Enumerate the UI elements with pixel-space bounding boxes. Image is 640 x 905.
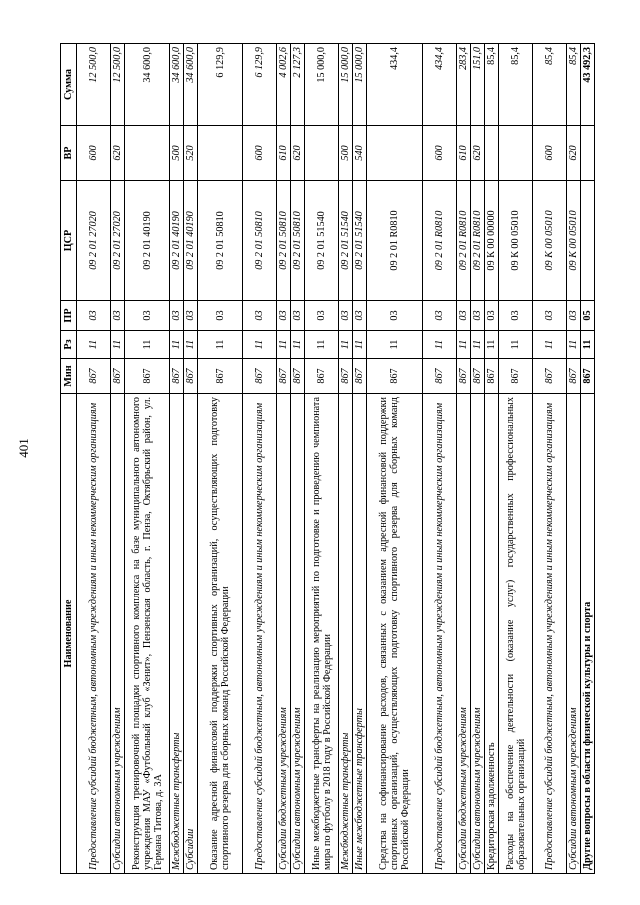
cell-vr: 600 bbox=[243, 126, 277, 181]
cell-csr bbox=[581, 181, 595, 301]
cell-min: 867 bbox=[339, 359, 353, 394]
cell-pr: 03 bbox=[125, 301, 170, 331]
cell-rz: 11 bbox=[277, 331, 291, 359]
cell-csr: 09 К 00 00000 bbox=[485, 181, 499, 301]
cell-sum: 85,4 bbox=[567, 44, 581, 126]
table-row bbox=[291, 44, 305, 874]
cell-sum: 34 600,0 bbox=[184, 44, 198, 126]
cell-csr: 09 К 00 05010 bbox=[499, 181, 533, 301]
cell-rz: 11 bbox=[471, 331, 485, 359]
cell-name: Субсидии автономным учреждениям bbox=[567, 394, 581, 874]
cell-name: Реконструкция тренировочной площадки спортивного комплекса на базе муниципального автономного учреждения МАУ «Футбольный клуб «Зенит», Пензенская область, г. Пенза, Октябрьский район, ул. Германа Титова, д. 3А bbox=[125, 394, 170, 874]
cell-rz: 11 bbox=[170, 331, 184, 359]
table-row bbox=[367, 44, 423, 874]
cell-name: Субсидии автономным учреждениям bbox=[111, 394, 125, 874]
cell-min: 867 bbox=[471, 359, 485, 394]
cell-name: Оказание адресной финансовой поддержки спортивных организаций, осуществляющих подготовку спортивного резерва для сборных команд Российской Федерации bbox=[198, 394, 243, 874]
cell-vr: 540 bbox=[353, 126, 367, 181]
cell-name: Предоставление субсидий бюджетным, автономным учреждениям и иным некоммерческим организациям bbox=[77, 394, 111, 874]
cell-csr: 09 2 01 40190 bbox=[170, 181, 184, 301]
cell-csr: 09 К 00 05010 bbox=[533, 181, 567, 301]
cell-min: 867 bbox=[499, 359, 533, 394]
cell-vr: 620 bbox=[291, 126, 305, 181]
cell-sum: 151,0 bbox=[471, 44, 485, 126]
cell-pr: 03 bbox=[198, 301, 243, 331]
table-row bbox=[353, 44, 367, 874]
cell-csr: 09 2 01 R0810 bbox=[367, 181, 423, 301]
cell-sum: 85,4 bbox=[533, 44, 567, 126]
cell-csr: 09 2 01 R0810 bbox=[457, 181, 471, 301]
cell-vr bbox=[581, 126, 595, 181]
table-row bbox=[471, 44, 485, 874]
cell-name: Иные межбюджетные трансферты на реализацию мероприятий по подготовке и проведению чемпионата мира по футболу в 2018 году в Российской Федерации bbox=[305, 394, 339, 874]
cell-sum: 12 500,0 bbox=[111, 44, 125, 126]
cell-rz: 11 bbox=[533, 331, 567, 359]
cell-rz: 11 bbox=[291, 331, 305, 359]
cell-min: 867 bbox=[353, 359, 367, 394]
cell-vr bbox=[198, 126, 243, 181]
cell-csr: 09 2 01 51540 bbox=[305, 181, 339, 301]
cell-name: Средства на софинансирование расходов, связанных с оказанием адресной финансовой поддержки спортивных организаций, осуществляющих подготовку спортивного резерва для сборных команд Российской Федерации bbox=[367, 394, 423, 874]
cell-name: Субсидии бюджетным учреждениям bbox=[277, 394, 291, 874]
table-row bbox=[567, 44, 581, 874]
cell-vr: 620 bbox=[567, 126, 581, 181]
cell-rz: 11 bbox=[567, 331, 581, 359]
table-row bbox=[423, 44, 457, 874]
cell-sum: 15 000,0 bbox=[339, 44, 353, 126]
cell-sum: 434,4 bbox=[423, 44, 457, 126]
cell-vr: 600 bbox=[423, 126, 457, 181]
cell-sum: 15 000,0 bbox=[353, 44, 367, 126]
cell-min: 867 bbox=[291, 359, 305, 394]
cell-pr: 03 bbox=[277, 301, 291, 331]
header-sum: Сумма bbox=[61, 44, 77, 126]
cell-vr bbox=[367, 126, 423, 181]
cell-min: 867 bbox=[111, 359, 125, 394]
cell-rz: 11 bbox=[125, 331, 170, 359]
cell-rz: 11 bbox=[367, 331, 423, 359]
cell-rz: 11 bbox=[305, 331, 339, 359]
cell-csr: 09 2 01 R0810 bbox=[423, 181, 457, 301]
cell-min: 867 bbox=[305, 359, 339, 394]
cell-pr: 05 bbox=[581, 301, 595, 331]
header-vr: ВР bbox=[61, 126, 77, 181]
cell-rz: 11 bbox=[457, 331, 471, 359]
cell-min: 867 bbox=[533, 359, 567, 394]
cell-vr bbox=[305, 126, 339, 181]
cell-vr: 500 bbox=[170, 126, 184, 181]
cell-vr bbox=[499, 126, 533, 181]
cell-min: 867 bbox=[457, 359, 471, 394]
cell-sum: 43 492,3 bbox=[581, 44, 595, 126]
table-row bbox=[581, 44, 595, 874]
cell-name: Расходы на обеспечение деятельности (оказание услуг) государственных профессиональных образовательных организаций bbox=[499, 394, 533, 874]
cell-pr: 03 bbox=[291, 301, 305, 331]
cell-sum: 6 129,9 bbox=[243, 44, 277, 126]
cell-vr bbox=[485, 126, 499, 181]
budget-table bbox=[60, 43, 595, 874]
cell-sum: 34 600,0 bbox=[170, 44, 184, 126]
table-row bbox=[339, 44, 353, 874]
cell-name: Предоставление субсидий бюджетным, автономным учреждениям и иным некоммерческим организациям bbox=[423, 394, 457, 874]
cell-sum: 283,4 bbox=[457, 44, 471, 126]
cell-pr: 03 bbox=[170, 301, 184, 331]
header-rz: Рз bbox=[61, 331, 77, 359]
table-row bbox=[243, 44, 277, 874]
cell-csr: 09 2 01 50810 bbox=[277, 181, 291, 301]
cell-pr: 03 bbox=[499, 301, 533, 331]
cell-rz: 11 bbox=[485, 331, 499, 359]
cell-sum: 85,4 bbox=[499, 44, 533, 126]
cell-vr: 520 bbox=[184, 126, 198, 181]
cell-min: 867 bbox=[243, 359, 277, 394]
cell-csr: 09 2 01 R0810 bbox=[471, 181, 485, 301]
cell-rz: 11 bbox=[77, 331, 111, 359]
table-row bbox=[125, 44, 170, 874]
cell-rz: 11 bbox=[423, 331, 457, 359]
table-row bbox=[198, 44, 243, 874]
cell-pr: 03 bbox=[184, 301, 198, 331]
cell-pr: 03 bbox=[457, 301, 471, 331]
cell-min: 867 bbox=[77, 359, 111, 394]
cell-name: Субсидии автономным учреждениям bbox=[291, 394, 305, 874]
cell-csr: 09 2 01 51540 bbox=[353, 181, 367, 301]
cell-rz: 11 bbox=[353, 331, 367, 359]
cell-pr: 03 bbox=[367, 301, 423, 331]
cell-min: 867 bbox=[567, 359, 581, 394]
cell-csr: 09 2 01 50810 bbox=[291, 181, 305, 301]
rotated-page-content bbox=[60, 44, 602, 874]
cell-pr: 03 bbox=[339, 301, 353, 331]
cell-pr: 03 bbox=[77, 301, 111, 331]
table-row bbox=[485, 44, 499, 874]
cell-vr: 620 bbox=[111, 126, 125, 181]
cell-pr: 03 bbox=[471, 301, 485, 331]
cell-min: 867 bbox=[277, 359, 291, 394]
cell-rz: 11 bbox=[499, 331, 533, 359]
cell-vr: 600 bbox=[77, 126, 111, 181]
cell-csr: 09 2 01 50810 bbox=[243, 181, 277, 301]
cell-vr bbox=[125, 126, 170, 181]
cell-sum: 85,4 bbox=[485, 44, 499, 126]
cell-pr: 03 bbox=[243, 301, 277, 331]
cell-csr: 09 2 01 40190 bbox=[125, 181, 170, 301]
cell-pr: 03 bbox=[305, 301, 339, 331]
cell-name: Другие вопросы в области физической культуры и спорта bbox=[581, 394, 595, 874]
cell-vr: 600 bbox=[533, 126, 567, 181]
cell-min: 867 bbox=[485, 359, 499, 394]
cell-sum: 15 000,0 bbox=[305, 44, 339, 126]
cell-sum: 6 129,9 bbox=[198, 44, 243, 126]
cell-vr: 500 bbox=[339, 126, 353, 181]
table-header-row bbox=[61, 44, 77, 874]
table-row bbox=[305, 44, 339, 874]
header-pr: ПР bbox=[61, 301, 77, 331]
cell-name: Субсидии автономным учреждениям bbox=[471, 394, 485, 874]
cell-pr: 03 bbox=[567, 301, 581, 331]
cell-pr: 03 bbox=[111, 301, 125, 331]
cell-sum: 2 127,3 bbox=[291, 44, 305, 126]
cell-name: Субсидии bbox=[184, 394, 198, 874]
cell-vr: 610 bbox=[457, 126, 471, 181]
cell-pr: 03 bbox=[485, 301, 499, 331]
cell-min: 867 bbox=[184, 359, 198, 394]
cell-name: Предоставление субсидий бюджетным, автономным учреждениям и иным некоммерческим организациям bbox=[533, 394, 567, 874]
cell-pr: 03 bbox=[353, 301, 367, 331]
cell-min: 867 bbox=[198, 359, 243, 394]
cell-pr: 03 bbox=[423, 301, 457, 331]
cell-vr: 620 bbox=[471, 126, 485, 181]
cell-sum: 4 002,6 bbox=[277, 44, 291, 126]
cell-name: Межбюджетные трансферты bbox=[339, 394, 353, 874]
cell-min: 867 bbox=[367, 359, 423, 394]
table-row bbox=[170, 44, 184, 874]
header-min: Мин bbox=[61, 359, 77, 394]
cell-csr: 09 2 01 50810 bbox=[198, 181, 243, 301]
cell-name: Кредиторская задолженность bbox=[485, 394, 499, 874]
table-row bbox=[533, 44, 567, 874]
cell-rz: 11 bbox=[581, 331, 595, 359]
cell-csr: 09 К 00 05010 bbox=[567, 181, 581, 301]
cell-min: 867 bbox=[125, 359, 170, 394]
cell-csr: 09 2 01 51540 bbox=[339, 181, 353, 301]
cell-min: 867 bbox=[423, 359, 457, 394]
table-row bbox=[457, 44, 471, 874]
cell-sum: 34 600,0 bbox=[125, 44, 170, 126]
table-row bbox=[499, 44, 533, 874]
page-number: 401 bbox=[16, 438, 31, 458]
table-row bbox=[277, 44, 291, 874]
cell-csr: 09 2 01 27020 bbox=[77, 181, 111, 301]
table-row bbox=[184, 44, 198, 874]
cell-rz: 11 bbox=[111, 331, 125, 359]
cell-rz: 11 bbox=[184, 331, 198, 359]
cell-rz: 11 bbox=[243, 331, 277, 359]
cell-name: Предоставление субсидий бюджетным, автономным учреждениям и иным некоммерческим организациям bbox=[243, 394, 277, 874]
header-csr: ЦСР bbox=[61, 181, 77, 301]
cell-min: 867 bbox=[170, 359, 184, 394]
cell-sum: 12 500,0 bbox=[77, 44, 111, 126]
cell-csr: 09 2 01 27020 bbox=[111, 181, 125, 301]
cell-csr: 09 2 01 40190 bbox=[184, 181, 198, 301]
header-name: Наименование bbox=[61, 394, 77, 874]
cell-pr: 03 bbox=[533, 301, 567, 331]
cell-rz: 11 bbox=[198, 331, 243, 359]
table-row bbox=[77, 44, 111, 874]
cell-rz: 11 bbox=[339, 331, 353, 359]
cell-name: Межбюджетные трансферты bbox=[170, 394, 184, 874]
cell-sum: 434,4 bbox=[367, 44, 423, 126]
cell-name: Субсидии бюджетным учреждениям bbox=[457, 394, 471, 874]
cell-min: 867 bbox=[581, 359, 595, 394]
cell-name: Иные межбюджетные трансферты bbox=[353, 394, 367, 874]
cell-vr: 610 bbox=[277, 126, 291, 181]
table-row bbox=[111, 44, 125, 874]
